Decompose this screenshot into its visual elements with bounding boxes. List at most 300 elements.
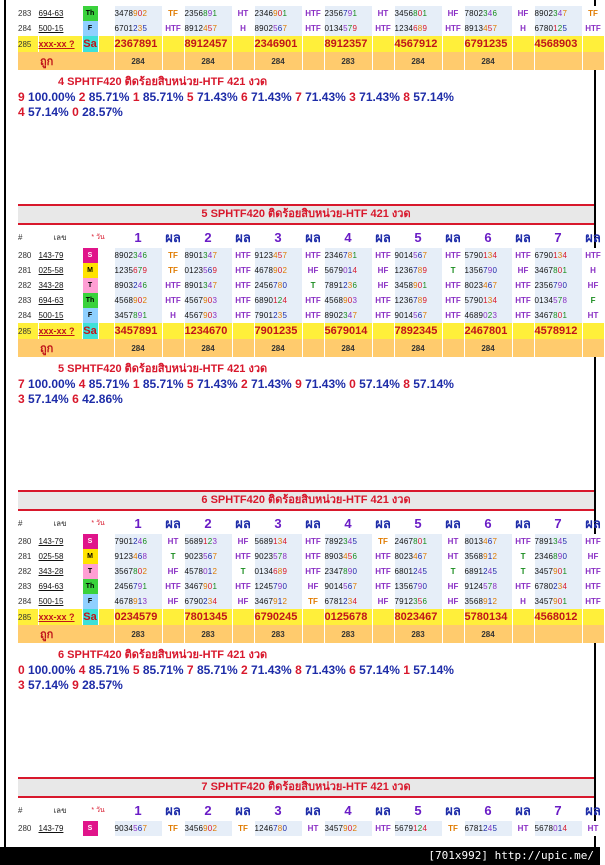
result-tag bbox=[442, 609, 464, 625]
header-phon: ผล bbox=[442, 227, 464, 248]
day-badge: Th bbox=[82, 579, 98, 594]
result-code-link[interactable]: 694-63 bbox=[38, 579, 82, 594]
number-set: 8903246 bbox=[114, 278, 162, 293]
stat-digit: 8 bbox=[295, 663, 302, 677]
correct-value: 284 bbox=[114, 339, 162, 357]
day-badge: Th bbox=[82, 293, 98, 308]
number-set: 0123569 bbox=[184, 263, 232, 278]
block-4 bbox=[18, 6, 601, 120]
stats-title: 4 SPHTF420 ติดร้อยสิบหน่วย-HTF 421 งวด bbox=[58, 76, 268, 88]
result-code-link[interactable]: 694-63 bbox=[38, 6, 82, 21]
spacer bbox=[302, 52, 324, 70]
result-tag: HTF bbox=[442, 248, 464, 263]
number-set: 8901347 bbox=[184, 248, 232, 263]
stats-line bbox=[18, 663, 594, 678]
number-set: 8902567 bbox=[254, 21, 302, 36]
pending-row bbox=[18, 36, 604, 52]
number-set: 4568903 bbox=[324, 293, 372, 308]
number-set: 5790134 bbox=[464, 248, 512, 263]
result-tag: HTF bbox=[302, 6, 324, 21]
number-set: 9014567 bbox=[394, 308, 442, 323]
result-tag: HT bbox=[582, 308, 604, 323]
stat-digit: 0 bbox=[72, 105, 79, 119]
day-badge: M bbox=[82, 263, 98, 278]
header-col: 6 bbox=[464, 227, 512, 248]
stat-percent: 71.43% bbox=[251, 90, 292, 104]
result-tag bbox=[582, 609, 604, 625]
spacer bbox=[98, 594, 114, 609]
stat-percent: 57.14% bbox=[28, 392, 69, 406]
number-set: 3478902 bbox=[114, 6, 162, 21]
result-tag: T bbox=[442, 564, 464, 579]
stats-line bbox=[18, 392, 594, 407]
number-set: 3568912 bbox=[464, 594, 512, 609]
results-table bbox=[18, 227, 605, 357]
stat-digit: 2 bbox=[78, 90, 86, 104]
stat-digit: 2 bbox=[240, 663, 248, 677]
correct-value: 284 bbox=[464, 339, 512, 357]
pending-row bbox=[18, 323, 604, 339]
result-tag: TF bbox=[582, 6, 604, 21]
number-set: 2456791 bbox=[114, 579, 162, 594]
number-set: 2347890 bbox=[324, 564, 372, 579]
stat-digit: 6 bbox=[349, 663, 356, 677]
spacer bbox=[162, 625, 184, 643]
number-set: 3467801 bbox=[534, 308, 582, 323]
number-set: 2346781 bbox=[324, 248, 372, 263]
spacer bbox=[162, 52, 184, 70]
header-lek: เลข bbox=[38, 800, 82, 821]
result-tag: HTF bbox=[372, 248, 394, 263]
stats-line bbox=[18, 90, 594, 105]
stat-digit: 1 bbox=[132, 377, 140, 391]
result-tag: HTF bbox=[512, 248, 534, 263]
number-set: 1356790 bbox=[464, 263, 512, 278]
table-row bbox=[18, 263, 604, 278]
number-set: 2456780 bbox=[254, 278, 302, 293]
number-set: 9123457 bbox=[254, 248, 302, 263]
header-col: 3 bbox=[254, 513, 302, 534]
result-tag: F bbox=[582, 293, 604, 308]
result-tag: HTF bbox=[232, 308, 254, 323]
table-header bbox=[18, 513, 604, 534]
number-set: 2367891 bbox=[114, 36, 162, 52]
row-number: 280 bbox=[18, 534, 38, 549]
stat-digit: 7 bbox=[295, 90, 302, 104]
header-col: 7 bbox=[534, 800, 582, 821]
header-phon: ผล bbox=[162, 800, 184, 821]
result-tag: HTF bbox=[372, 308, 394, 323]
correct-row bbox=[18, 339, 604, 357]
header-phon: ผล bbox=[302, 513, 324, 534]
number-set: 1245790 bbox=[254, 579, 302, 594]
result-tag: HTF bbox=[302, 534, 324, 549]
stat-percent: 57.14% bbox=[413, 377, 454, 391]
spacer bbox=[582, 52, 604, 70]
result-tag: TF bbox=[372, 534, 394, 549]
result-tag: TF bbox=[302, 594, 324, 609]
header-wan: * วัน bbox=[82, 513, 114, 534]
table-row bbox=[18, 549, 604, 564]
number-set: 2346890 bbox=[534, 549, 582, 564]
stats-section bbox=[18, 647, 594, 693]
header-col: 3 bbox=[254, 800, 302, 821]
number-set: 4678902 bbox=[254, 263, 302, 278]
stat-digit: 8 bbox=[403, 90, 410, 104]
header-col: 7 bbox=[534, 513, 582, 534]
stat-percent: 57.14% bbox=[359, 377, 400, 391]
result-code-link[interactable]: 025-58 bbox=[38, 549, 82, 564]
stat-percent: 28.57% bbox=[82, 105, 123, 119]
stat-percent: 85.71% bbox=[142, 90, 184, 104]
stats-line bbox=[18, 105, 594, 120]
number-set: 8912357 bbox=[324, 36, 372, 52]
stat-digit: 9 bbox=[72, 678, 79, 692]
table-row bbox=[18, 6, 604, 21]
header-col: 4 bbox=[324, 800, 372, 821]
stat-percent: 57.14% bbox=[413, 90, 454, 104]
header-lek: เลข bbox=[38, 227, 82, 248]
stat-percent: 85.71% bbox=[88, 663, 130, 677]
block-title: 7 SPHTF420 ติดร้อยสิบหน่วย-HTF 421 งวด bbox=[18, 777, 594, 798]
number-set: 9123468 bbox=[114, 549, 162, 564]
correct-value: 284 bbox=[254, 339, 302, 357]
result-tag: HTF bbox=[232, 549, 254, 564]
header-phon: ผล bbox=[582, 800, 604, 821]
upic-watermark: [701x992] http://upic.me/ bbox=[0, 847, 600, 865]
result-tag: HTF bbox=[162, 579, 184, 594]
result-tag: T bbox=[512, 549, 534, 564]
header-col: 3 bbox=[254, 227, 302, 248]
result-tag: HT bbox=[442, 549, 464, 564]
spacer bbox=[582, 339, 604, 357]
stat-digit: 4 bbox=[78, 663, 86, 677]
header-hash: # bbox=[18, 800, 38, 821]
spacer bbox=[232, 339, 254, 357]
result-code-link[interactable]: xxx-xx ? bbox=[38, 36, 82, 52]
header-phon: ผล bbox=[162, 513, 184, 534]
number-set: 5679014 bbox=[324, 263, 372, 278]
result-tag: HF bbox=[582, 549, 604, 564]
number-set: 7901235 bbox=[254, 323, 302, 339]
number-set: 2356790 bbox=[534, 278, 582, 293]
number-set: 3567802 bbox=[114, 564, 162, 579]
number-set: 4678913 bbox=[114, 594, 162, 609]
header-col: 1 bbox=[114, 227, 162, 248]
correct-value: 283 bbox=[324, 625, 372, 643]
block-7 bbox=[18, 777, 601, 836]
table-row bbox=[18, 278, 604, 293]
number-set: 7802346 bbox=[464, 6, 512, 21]
number-set: 2356791 bbox=[324, 6, 372, 21]
number-set: 9014567 bbox=[394, 248, 442, 263]
header-phon: ผล bbox=[442, 800, 464, 821]
number-set: 3457901 bbox=[534, 564, 582, 579]
header-col: 7 bbox=[534, 227, 582, 248]
spacer bbox=[98, 263, 114, 278]
result-tag: TF bbox=[162, 6, 184, 21]
number-set: 0134578 bbox=[534, 293, 582, 308]
header-lek: เลข bbox=[38, 513, 82, 534]
stat-digit: 7 bbox=[186, 663, 194, 677]
correct-value: 284 bbox=[254, 52, 302, 70]
row-number: 282 bbox=[18, 564, 38, 579]
correct-value: 284 bbox=[184, 339, 232, 357]
number-set: 3467901 bbox=[184, 579, 232, 594]
number-set: 6790234 bbox=[184, 594, 232, 609]
result-tag: HF bbox=[512, 263, 534, 278]
spacer bbox=[582, 625, 604, 643]
stat-percent: 71.43% bbox=[359, 90, 400, 104]
result-tag bbox=[582, 36, 604, 52]
number-set: 0134579 bbox=[324, 21, 372, 36]
stat-percent: 71.43% bbox=[305, 663, 346, 677]
stat-digit: 2 bbox=[240, 377, 248, 391]
stats-title: 6 SPHTF420 ติดร้อยสิบหน่วย-HTF 421 งวด bbox=[58, 649, 268, 661]
stat-percent: 100.00% bbox=[28, 663, 76, 677]
result-tag: HF bbox=[232, 594, 254, 609]
spacer bbox=[512, 339, 534, 357]
stat-digit: 3 bbox=[349, 90, 356, 104]
header-hash: # bbox=[18, 227, 38, 248]
result-tag: H bbox=[162, 308, 184, 323]
result-tag: TF bbox=[162, 821, 184, 836]
result-tag: HTF bbox=[582, 579, 604, 594]
spacer bbox=[512, 625, 534, 643]
stat-percent: 71.43% bbox=[305, 377, 346, 391]
stats-line bbox=[18, 678, 594, 693]
result-tag: HTF bbox=[372, 564, 394, 579]
header-col: 6 bbox=[464, 513, 512, 534]
correct-row bbox=[18, 625, 604, 643]
result-tag: HTF bbox=[372, 293, 394, 308]
spacer bbox=[98, 278, 114, 293]
result-tag: HTF bbox=[302, 248, 324, 263]
number-set: 1246780 bbox=[254, 821, 302, 836]
number-set: 9023567 bbox=[184, 549, 232, 564]
stat-digit: 9 bbox=[18, 90, 25, 104]
table-header bbox=[18, 227, 604, 248]
result-tag: HTF bbox=[512, 293, 534, 308]
result-tag: HF bbox=[162, 564, 184, 579]
number-set: 9023578 bbox=[254, 549, 302, 564]
header-col: 2 bbox=[184, 513, 232, 534]
stat-digit: 3 bbox=[18, 392, 25, 406]
result-tag: HTF bbox=[512, 308, 534, 323]
spacer bbox=[232, 625, 254, 643]
result-code-link[interactable]: xxx-xx ? bbox=[38, 609, 82, 625]
block-6 bbox=[18, 490, 601, 693]
result-tag: HF bbox=[302, 263, 324, 278]
correct-value: 283 bbox=[254, 625, 302, 643]
result-tag: TF bbox=[162, 263, 184, 278]
number-set: 8023467 bbox=[464, 278, 512, 293]
spacer bbox=[98, 21, 114, 36]
result-tag bbox=[232, 609, 254, 625]
results-table bbox=[18, 6, 605, 70]
result-tag bbox=[512, 323, 534, 339]
result-tag bbox=[162, 36, 184, 52]
day-badge: Th bbox=[82, 6, 98, 21]
result-tag: HT bbox=[582, 821, 604, 836]
table-row bbox=[18, 308, 604, 323]
result-code-link[interactable]: 343-28 bbox=[38, 564, 82, 579]
number-set: 8902347 bbox=[534, 6, 582, 21]
spacer bbox=[98, 579, 114, 594]
spacer bbox=[302, 339, 324, 357]
stat-percent: 85.71% bbox=[142, 377, 184, 391]
number-set: 4567903 bbox=[184, 308, 232, 323]
number-set: 7801345 bbox=[184, 609, 232, 625]
stat-percent: 57.14% bbox=[28, 678, 69, 692]
result-tag: HTF bbox=[512, 579, 534, 594]
result-tag: HF bbox=[442, 579, 464, 594]
table-row bbox=[18, 579, 604, 594]
number-set: 2467801 bbox=[464, 323, 512, 339]
result-code-link[interactable]: 143-79 bbox=[38, 248, 82, 263]
number-set: 0234579 bbox=[114, 609, 162, 625]
stat-percent: 85.71% bbox=[196, 663, 238, 677]
header-phon: ผล bbox=[512, 227, 534, 248]
day-badge: F bbox=[82, 21, 98, 36]
result-tag bbox=[372, 609, 394, 625]
result-tag: HT bbox=[372, 6, 394, 21]
number-set: 0125678 bbox=[324, 609, 372, 625]
results-table bbox=[18, 513, 605, 643]
row-number: 280 bbox=[18, 248, 38, 263]
stat-percent: 42.86% bbox=[82, 392, 123, 406]
number-set: 4568012 bbox=[534, 609, 582, 625]
row-number: 281 bbox=[18, 263, 38, 278]
stat-percent: 57.14% bbox=[28, 105, 69, 119]
spacer bbox=[98, 6, 114, 21]
number-set: 1236789 bbox=[394, 293, 442, 308]
number-set: 8013467 bbox=[464, 534, 512, 549]
number-set: 9124578 bbox=[464, 579, 512, 594]
result-code-link[interactable]: 500-15 bbox=[38, 308, 82, 323]
result-tag bbox=[302, 323, 324, 339]
header-phon: ผล bbox=[162, 227, 184, 248]
stat-digit: 5 bbox=[186, 90, 194, 104]
day-badge: Sa bbox=[83, 38, 97, 50]
correct-value bbox=[534, 52, 582, 70]
spacer bbox=[98, 549, 114, 564]
stat-percent: 85.71% bbox=[88, 90, 130, 104]
result-tag: HTF bbox=[372, 579, 394, 594]
pending-row bbox=[18, 609, 604, 625]
result-tag: HTF bbox=[372, 821, 394, 836]
stat-digit: 4 bbox=[78, 377, 86, 391]
row-number: 283 bbox=[18, 579, 38, 594]
number-set: 2356891 bbox=[184, 6, 232, 21]
number-set: 8902346 bbox=[114, 248, 162, 263]
number-set: 3467912 bbox=[254, 594, 302, 609]
spacer bbox=[162, 339, 184, 357]
stat-digit: 9 bbox=[295, 377, 302, 391]
number-set: 3456902 bbox=[184, 821, 232, 836]
number-set: 7901235 bbox=[254, 308, 302, 323]
spacer bbox=[98, 308, 114, 323]
number-set: 3457891 bbox=[114, 323, 162, 339]
header-wan: * วัน bbox=[82, 227, 114, 248]
result-tag: HTF bbox=[582, 534, 604, 549]
number-set: 3457902 bbox=[324, 821, 372, 836]
header-col: 5 bbox=[394, 513, 442, 534]
stats-title: 5 SPHTF420 ติดร้อยสิบหน่วย-HTF 421 งวด bbox=[58, 363, 268, 375]
number-set: 5780134 bbox=[464, 609, 512, 625]
result-code-link[interactable]: 694-63 bbox=[38, 293, 82, 308]
result-tag: HTF bbox=[232, 278, 254, 293]
stat-digit: 7 bbox=[18, 377, 25, 391]
stat-digit: 6 bbox=[240, 90, 248, 104]
number-set: 2346901 bbox=[254, 36, 302, 52]
stats-section bbox=[18, 74, 594, 120]
correct-value: 284 bbox=[324, 339, 372, 357]
correct-value: 284 bbox=[464, 52, 512, 70]
number-set: 7892345 bbox=[324, 534, 372, 549]
stats-section bbox=[18, 361, 594, 407]
result-tag: H bbox=[512, 594, 534, 609]
result-tag: HTF bbox=[232, 293, 254, 308]
number-set: 1236789 bbox=[394, 263, 442, 278]
result-tag: HTF bbox=[582, 21, 604, 36]
number-set: 8912457 bbox=[184, 36, 232, 52]
result-code-link[interactable]: 343-28 bbox=[38, 278, 82, 293]
number-set: 3568912 bbox=[464, 549, 512, 564]
stat-digit: 4 bbox=[18, 105, 25, 119]
spacer bbox=[98, 36, 114, 52]
day-badge: F bbox=[82, 308, 98, 323]
header-phon: ผล bbox=[302, 227, 324, 248]
result-code-link[interactable]: xxx-xx ? bbox=[38, 323, 82, 339]
number-set: 7892345 bbox=[394, 323, 442, 339]
result-tag bbox=[512, 609, 534, 625]
result-tag: HTF bbox=[162, 21, 184, 36]
result-code-link[interactable]: 025-58 bbox=[38, 263, 82, 278]
number-set: 4567912 bbox=[394, 36, 442, 52]
result-code-link[interactable]: 143-79 bbox=[38, 534, 82, 549]
result-tag: HT bbox=[302, 821, 324, 836]
stat-digit: 3 bbox=[18, 678, 25, 692]
result-code-link[interactable]: 143-79 bbox=[38, 821, 82, 836]
result-tag: HTF bbox=[372, 549, 394, 564]
spacer bbox=[98, 609, 114, 625]
result-tag: T bbox=[512, 564, 534, 579]
stat-digit: 5 bbox=[132, 663, 140, 677]
result-code-link[interactable]: 500-15 bbox=[38, 594, 82, 609]
stat-percent: 71.43% bbox=[196, 377, 238, 391]
number-set: 8902347 bbox=[324, 308, 372, 323]
result-tag: HT bbox=[512, 821, 534, 836]
day-badge: T bbox=[82, 278, 98, 293]
header-col: 2 bbox=[184, 227, 232, 248]
number-set: 5678014 bbox=[534, 821, 582, 836]
spacer bbox=[98, 248, 114, 263]
block-title: 5 SPHTF420 ติดร้อยสิบหน่วย-HTF 421 งวด bbox=[18, 204, 594, 225]
day-badge: F bbox=[82, 594, 98, 609]
results-table bbox=[18, 800, 605, 836]
day-badge: S bbox=[82, 821, 98, 836]
number-set: 6780125 bbox=[534, 21, 582, 36]
spacer bbox=[98, 323, 114, 339]
result-tag: HTF bbox=[302, 293, 324, 308]
result-tag: HTF bbox=[232, 263, 254, 278]
number-set: 1234689 bbox=[394, 21, 442, 36]
result-code-link[interactable]: 500-15 bbox=[38, 21, 82, 36]
number-set: 6790245 bbox=[254, 609, 302, 625]
result-tag bbox=[232, 36, 254, 52]
result-tag: HTF bbox=[302, 564, 324, 579]
